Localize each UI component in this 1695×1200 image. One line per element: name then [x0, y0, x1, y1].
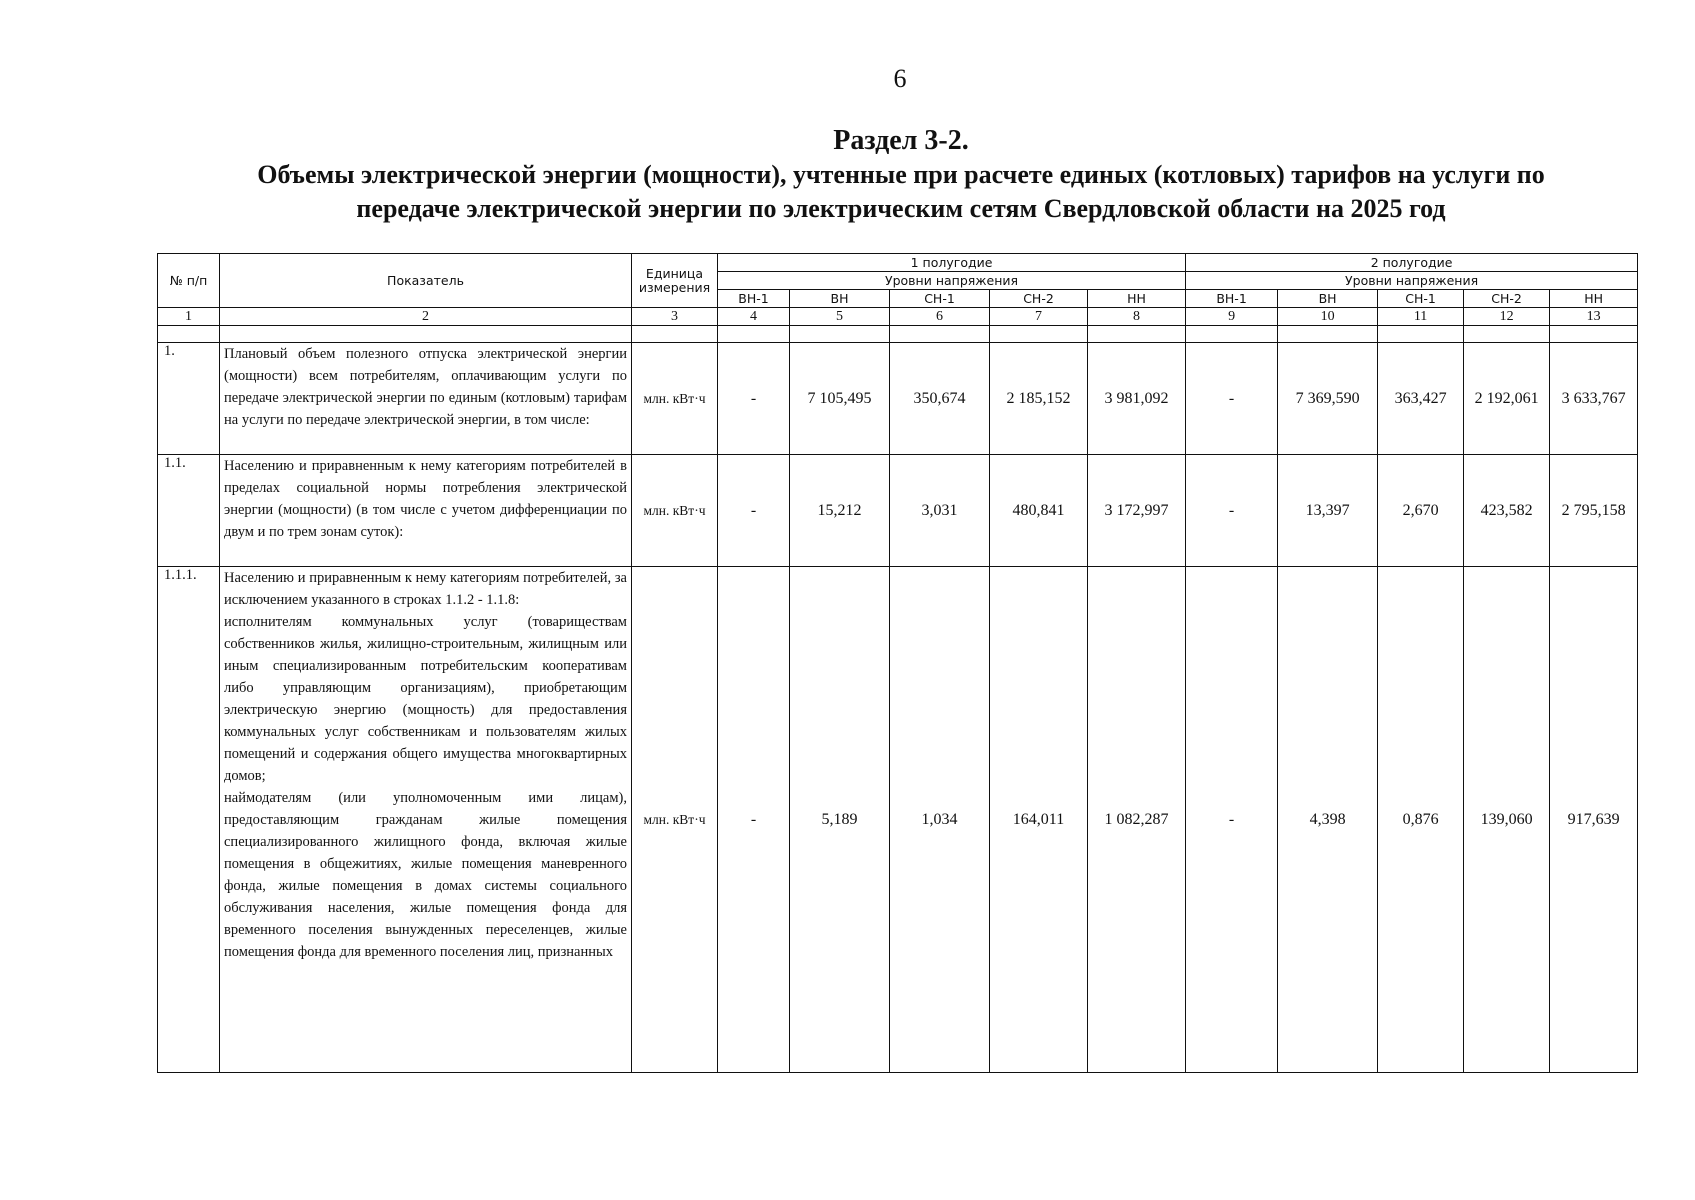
value-cell: 350,674 [890, 343, 990, 455]
value-cell: 2 192,061 [1464, 343, 1550, 455]
header-half-1: 1 полугодие [718, 254, 1186, 272]
value-cell: 3 172,997 [1088, 455, 1186, 567]
row-indicator: Плановый объем полезного отпуска электрической энергии (мощности) всем потребителям, оплачивающим услуги по передаче электрической энергии по единым (котловым) тарифам на услуги по передаче электрической энергии, в том числе: [220, 343, 632, 455]
header-sn1-h2: СН-1 [1378, 290, 1464, 308]
row-number: 1.1. [158, 455, 220, 567]
header-unit: Единица измерения [632, 254, 718, 308]
value-cell: 2 795,158 [1550, 455, 1638, 567]
document-heading [0, 124, 1695, 226]
value-cell: 7 369,590 [1278, 343, 1378, 455]
table-row [158, 455, 1638, 567]
header-nn-h2: НН [1550, 290, 1638, 308]
value-cell: 2,670 [1378, 455, 1464, 567]
value-cell: 4,398 [1278, 567, 1378, 1073]
row-indicator-part-2: исполнителям коммунальных услуг (товариществам собственников жилья, жилищно-строительным, жилищным или иным специализированным потребительским кооперативам либо управляющим организациям), приобретающим электрическую энергию (мощность) для предоставления коммунальных услуг собственникам и пользователям жилых помещений и содержания общего имущества многоквартирных домов; [224, 614, 627, 784]
column-number: 10 [1278, 308, 1378, 326]
header-levels-1: Уровни напряжения [718, 272, 1186, 290]
section-title: Раздел 3-2. [833, 125, 969, 156]
value-cell: 3 633,767 [1550, 343, 1638, 455]
document-title-line-2: передаче электрической энергии по электрическим сетям Свердловской области на 2025 год [356, 194, 1446, 223]
value-cell: 1,034 [890, 567, 990, 1073]
value-cell: - [1186, 455, 1278, 567]
row-indicator-part-1: Населению и приравненным к нему категориям потребителей, за исключением указанного в строках 1.1.2 - 1.1.8: [224, 570, 627, 608]
value-cell: 7 105,495 [790, 343, 890, 455]
row-number: 1.1.1. [158, 567, 220, 1073]
header-num: № п/п [158, 254, 220, 308]
column-number: 11 [1378, 308, 1464, 326]
header-sn1-h1: СН-1 [890, 290, 990, 308]
header-half-2: 2 полугодие [1186, 254, 1638, 272]
value-cell: 15,212 [790, 455, 890, 567]
row-indicator: Населению и приравненным к нему категориям потребителей в пределах социальной нормы потребления электрической энергии (мощности) (в том числе с учетом дифференциации по двум и по трем зонам суток): [220, 455, 632, 567]
value-cell: 139,060 [1464, 567, 1550, 1073]
value-cell: 423,582 [1464, 455, 1550, 567]
row-unit: млн. кВт·ч [632, 455, 718, 567]
row-unit: млн. кВт·ч [632, 343, 718, 455]
column-number: 1 [158, 308, 220, 326]
value-cell: - [718, 455, 790, 567]
value-cell: 164,011 [990, 567, 1088, 1073]
column-number: 6 [890, 308, 990, 326]
header-vn-h2: ВН [1278, 290, 1378, 308]
table-row [158, 343, 1638, 455]
value-cell: 3 981,092 [1088, 343, 1186, 455]
value-cell: 363,427 [1378, 343, 1464, 455]
column-number: 4 [718, 308, 790, 326]
value-cell: 5,189 [790, 567, 890, 1073]
header-vn1-h2: ВН-1 [1186, 290, 1278, 308]
column-number: 12 [1464, 308, 1550, 326]
value-cell: - [718, 343, 790, 455]
value-cell: 917,639 [1550, 567, 1638, 1073]
column-number: 9 [1186, 308, 1278, 326]
value-cell: 0,876 [1378, 567, 1464, 1073]
document-title-line-1: Объемы электрической энергии (мощности), учтенные при расчете единых (котловых) тарифов на услуги по [257, 160, 1545, 189]
value-cell: - [1186, 567, 1278, 1073]
spacer-row [158, 326, 1638, 343]
value-cell: 1 082,287 [1088, 567, 1186, 1073]
row-indicator [220, 567, 632, 1073]
row-number: 1. [158, 343, 220, 455]
header-vn-h1: ВН [790, 290, 890, 308]
row-indicator-part-3: наймодателям (или уполномоченным ими лицам), предоставляющим гражданам жилые помещения специализированного жилищного фонда, включая жилые помещения в общежитиях, жилые помещения маневренного фонда, жилые помещения в домах системы социального обслуживания населения, жилые помещения фонда для временного поселения вынужденных переселенцев, жилые помещения фонда для временного поселения лиц, признанных [224, 790, 627, 960]
column-numbers-row [158, 308, 1638, 326]
header-levels-2: Уровни напряжения [1186, 272, 1638, 290]
row-unit: млн. кВт·ч [632, 567, 718, 1073]
column-number: 3 [632, 308, 718, 326]
page-number: 6 [893, 64, 907, 93]
header-sn2-h2: СН-2 [1464, 290, 1550, 308]
header-sn2-h1: СН-2 [990, 290, 1088, 308]
column-number: 8 [1088, 308, 1186, 326]
header-vn1-h1: ВН-1 [718, 290, 790, 308]
column-number: 13 [1550, 308, 1638, 326]
column-number: 7 [990, 308, 1088, 326]
column-number: 2 [220, 308, 632, 326]
value-cell: 480,841 [990, 455, 1088, 567]
header-nn-h1: НН [1088, 290, 1186, 308]
header-indicator: Показатель [220, 254, 632, 308]
value-cell: 2 185,152 [990, 343, 1088, 455]
value-cell: 3,031 [890, 455, 990, 567]
volumes-table [157, 253, 1638, 1073]
table-header [158, 254, 1638, 308]
table-row [158, 567, 1638, 1073]
column-number: 5 [790, 308, 890, 326]
value-cell: - [718, 567, 790, 1073]
value-cell: 13,397 [1278, 455, 1378, 567]
value-cell: - [1186, 343, 1278, 455]
